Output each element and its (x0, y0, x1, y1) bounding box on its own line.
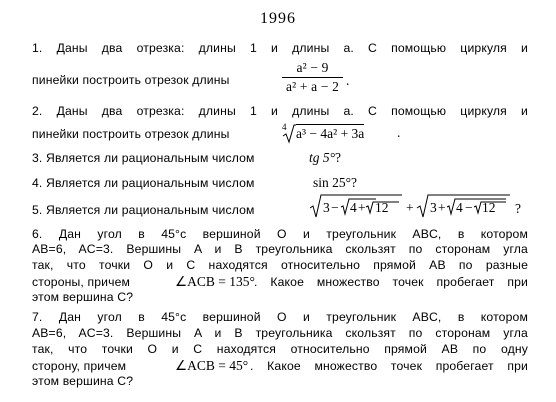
problem-6-line-1: 6. Дан угол в 45°с вершиной O и треугольник ABC, в котором (32, 227, 528, 241)
tg5-expression: tg 5° (309, 150, 336, 165)
problem-7-line-2: AB=6, AC=3. Вершины A и B треугольника скользят по сторонам угла (32, 326, 528, 340)
problem-6-line-2: AB=6, AC=3. Вершины A и B треугольника скользят по сторонам угла (32, 242, 528, 256)
nested-radicals-drawing (310, 193, 515, 219)
problem-7-line-3: так, что точки O и C находятся относительно прямой AB по одну (32, 342, 528, 356)
problem-4-question-mark: ? (351, 175, 358, 190)
problem-6-line-3: так, что точки O и C находятся относительно прямой AB по разные (32, 258, 528, 272)
svg-text:+: + (406, 200, 414, 215)
svg-text:12: 12 (375, 200, 389, 215)
problem-1-period: . (346, 73, 350, 88)
fraction-denominator: a² + a − 2 (286, 79, 340, 94)
page-title: 1996 (260, 10, 296, 27)
problem-7-angle-expression: ∠ACB = 45° (175, 358, 249, 373)
problem-2-period: . (397, 125, 401, 140)
root-radicand: a³ − 4a² + 3a (296, 126, 365, 141)
radical-sign-icon (282, 124, 296, 144)
problem-6-line-4-end: . Какое множество точек пробегает при (254, 275, 528, 289)
problem-5-question-mark: ? (515, 201, 521, 216)
problem-5-nested-radicals (310, 193, 521, 219)
problem-1-line-1: 1. Даны два отрезка: длины 1 и длины a. С помощью циркуля и (32, 41, 528, 55)
root-index: 4 (282, 122, 287, 132)
svg-text:4: 4 (456, 200, 463, 215)
problem-3-expression (309, 150, 341, 166)
problem-2-line-2: пинейки построить отрезок длины (32, 127, 230, 141)
problem-1-line-2: пинейки построить отрезок длины (32, 73, 230, 87)
problem-5-text: 5. Является ли рациональным числом (32, 203, 255, 217)
problem-7-line-4-end: . Какое множество точек пробегает при (250, 359, 528, 373)
problem-6-line-5: этом вершина C? (32, 290, 134, 304)
problem-7-line-5: этом вершина C? (32, 374, 134, 388)
svg-text:+: + (358, 200, 366, 215)
problem-3-text: 3. Является ли рациональным числом (32, 151, 255, 165)
svg-text:3: 3 (323, 200, 330, 215)
problem-4-expression (313, 175, 357, 191)
problem-2-line-1: 2. Даны два отрезка: длины 1 и длины a. С помощью циркуля и (32, 104, 528, 118)
problem-4-text: 4. Является ли рациональным числом (32, 176, 255, 190)
svg-text:+: + (438, 200, 446, 215)
problem-6-line-4-start: стороны, причем (32, 275, 131, 289)
svg-text:−: − (465, 200, 473, 215)
problem-1-fraction (282, 60, 343, 95)
problem-7-line-1: 7. Дан угол в 45°с вершиной O и треугольник ABC, в котором (32, 310, 528, 324)
problem-7-line-4-start: сторону, причем (32, 359, 127, 373)
problem-3-question-mark: ? (335, 150, 342, 165)
svg-text:12: 12 (482, 200, 496, 215)
problem-6-angle-expression: ∠ACB = 135° (175, 274, 255, 289)
svg-text:3: 3 (430, 200, 437, 215)
svg-text:4: 4 (350, 200, 357, 215)
svg-text:−: − (331, 200, 339, 215)
sin25-expression: sin 25° (313, 175, 352, 190)
fraction-numerator: a² − 9 (296, 60, 329, 75)
